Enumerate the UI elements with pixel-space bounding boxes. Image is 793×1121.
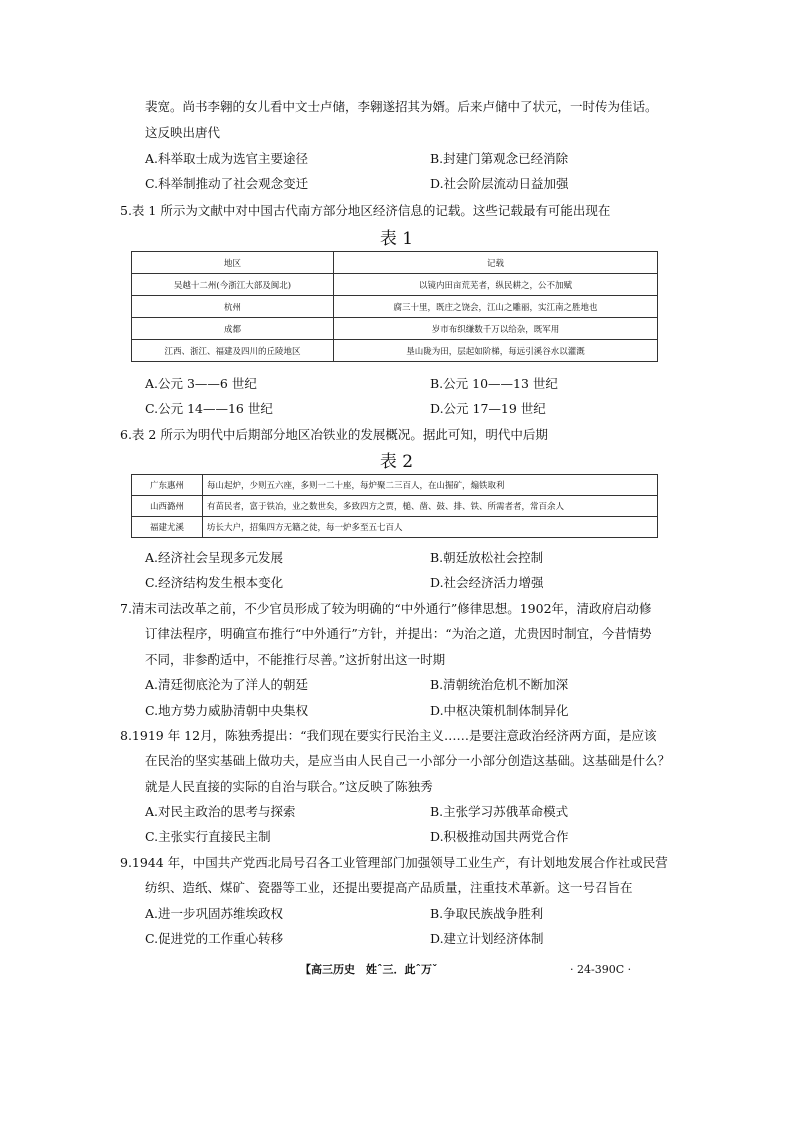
- table-cell: 福建尤溪: [132, 517, 203, 538]
- table-cell: 杭州: [132, 296, 334, 318]
- table-cell: 江西、浙江、福建及四川的丘陵地区: [132, 340, 334, 362]
- q8-text-line-1: 8.1919 年 12月，陈独秀提出：“我们现在要实行民治主义……是要注意政治经济两方面，是应该: [120, 728, 657, 743]
- q5-option-c: C.公元 14——16 世纪: [145, 401, 273, 416]
- q9-option-a: A.进一步巩固苏维埃政权: [145, 906, 284, 921]
- q5-option-d: D.公元 17—19 世纪: [430, 401, 546, 416]
- table-row: [132, 274, 658, 296]
- table-header-region: 地区: [132, 252, 334, 274]
- q5-table: [131, 251, 658, 362]
- table-row: [132, 252, 658, 274]
- q6-option-d: D.社会经济活力增强: [430, 575, 544, 590]
- q6-option-b: B.朝廷放松社会控制: [430, 550, 544, 565]
- table-cell: 成都: [132, 318, 334, 340]
- q7-option-b: B.清朝统治危机不断加深: [430, 677, 569, 692]
- q7-option-d: D.中枢决策机制体制异化: [430, 703, 569, 718]
- q6-table: [131, 474, 658, 538]
- q7-option-a: A.清廷彻底沦为了洋人的朝廷: [145, 677, 309, 692]
- q4-option-b: B.封建门第观念已经消除: [430, 151, 569, 166]
- q8-option-b: B.主张学习苏俄革命模式: [430, 804, 569, 819]
- table-header-record: 记载: [334, 252, 658, 274]
- table-cell: 有苗民者，富于铁冶，业之数世矣，多致四方之贾，槌、凿、鼓、排、铁、所需者者，常百余人: [203, 496, 658, 517]
- q7-text-line-2: 订律法程序，明确宣布推行“中外通行”方针，并提出：“为治之道，尤贵因时制宜，今昔情势: [145, 626, 652, 641]
- q8-option-a: A.对民主政治的思考与探索: [145, 804, 296, 819]
- q9-option-d: D.建立计划经济体制: [430, 931, 544, 946]
- q7-text-line-3: 不同，非参酌适中，不能推行尽善。”这折射出这一时期: [145, 652, 446, 667]
- q9-text-line-2: 纺织、造纸、煤矿、瓷器等工业，还提出要提高产品质量，注重技术革新。这一号召旨在: [145, 880, 633, 895]
- table-cell: 每山起炉，少则五六座，多则一二十座，每炉聚二三百人，在山掘矿，煽铁取利: [203, 475, 658, 496]
- q6-option-c: C.经济结构发生根本变化: [145, 575, 284, 590]
- q4-text-line-1: 裴宽。尚书李翱的女儿看中文士卢储，李翱遂招其为婿。后来卢储中了状元，一时传为佳话。: [145, 99, 658, 114]
- q8-option-c: C.主张实行直接民主制: [145, 829, 271, 844]
- q9-option-b: B.争取民族战争胜利: [430, 906, 544, 921]
- table-row: [132, 517, 658, 538]
- table-cell: 广东惠州: [132, 475, 203, 496]
- footer-label: 【高三历史 姓ˆ三．此ˆ万ˇ: [300, 963, 438, 976]
- table-row: [132, 340, 658, 362]
- q5-stem: 5.表 1 所示为文献中对中国古代南方部分地区经济信息的记载。这些记载最有可能出现在: [120, 203, 611, 218]
- q5-option-a: A.公元 3——6 世纪: [145, 376, 257, 391]
- q8-text-line-3: 就是人民直接的实际的自治与联合。”这反映了陈独秀: [145, 779, 433, 794]
- table-cell: 山西潞州: [132, 496, 203, 517]
- table-cell: 坊长大户，招集四方无籍之徒，每一炉多至五七百人: [203, 517, 658, 538]
- q9-text-line-1: 9.1944 年，中国共产党西北局号召各工业管理部门加强领导工业生产，有计划地发展合作社或民营: [120, 855, 668, 870]
- q6-stem: 6.表 2 所示为明代中后期部分地区冶铁业的发展概况。据此可知，明代中后期: [120, 427, 548, 442]
- q6-table-title: 表 2: [379, 452, 414, 472]
- table-cell: 腐三十里，既庄之饶会，江山之雕丽，实江南之胜地也: [334, 296, 658, 318]
- table-row: [132, 496, 658, 517]
- q4-option-d: D.社会阶层流动日益加强: [430, 176, 569, 191]
- table-cell: 岁市布织缣数千万以给杂，既军用: [334, 318, 658, 340]
- table-cell: 吴越十二州(今浙江大部及闽北): [132, 274, 334, 296]
- q7-option-c: C.地方势力威胁清朝中央集权: [145, 703, 309, 718]
- q7-text-line-1: 7.清末司法改革之前，不少官员形成了较为明确的“中外通行”修律思想。1902年，清政府启动修: [120, 601, 652, 616]
- q9-option-c: C.促进党的工作重心转移: [145, 931, 284, 946]
- table-row: [132, 296, 658, 318]
- q4-option-a: A.科举取士成为选官主要途径: [145, 151, 309, 166]
- q5-table-title: 表 1: [379, 229, 414, 249]
- q4-option-c: C.科举制推动了社会观念变迁: [145, 176, 309, 191]
- table-row: [132, 318, 658, 340]
- footer-code: · 24-390C ·: [570, 963, 632, 976]
- table-cell: 以镜内田亩荒芜者，纵民耕之，公不加赋: [334, 274, 658, 296]
- q4-text-line-2: 这反映出唐代: [145, 125, 221, 140]
- q5-option-b: B.公元 10——13 世纪: [430, 376, 558, 391]
- q8-option-d: D.积极推动国共两党合作: [430, 829, 569, 844]
- table-cell: 垦山陇为田，层起如阶梯，每远引溪谷水以灌溉: [334, 340, 658, 362]
- table-row: [132, 475, 658, 496]
- q8-text-line-2: 在民治的坚实基础上做功夫，是应当由人民自己一小部分一小部分创造这基础。这基础是什么？: [145, 753, 671, 768]
- q6-option-a: A.经济社会呈现多元发展: [145, 550, 284, 565]
